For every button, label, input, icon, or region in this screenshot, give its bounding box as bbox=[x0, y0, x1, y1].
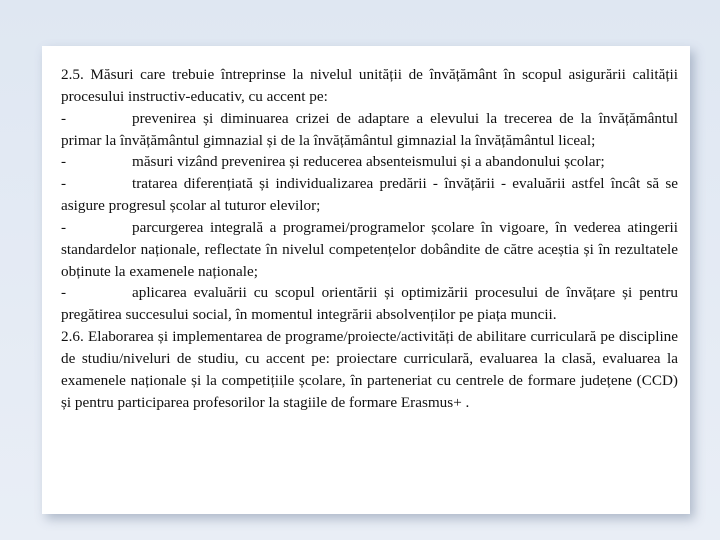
bullet-text: tratarea diferențiată și individualizarea predării - învățării - evaluării astfel încât să se asigure progresul școlar al tuturor elevilor; bbox=[61, 175, 678, 215]
bullet-item-1 bbox=[61, 108, 678, 152]
section-2-5-intro: 2.5. Măsuri care trebuie întreprinse la nivelul unității de învățământ în scopul asigurării calității procesului instructiv-educativ, cu accent pe: bbox=[61, 66, 678, 105]
bullet-dash: - bbox=[61, 284, 67, 302]
bullet-dash: - bbox=[61, 153, 67, 171]
bullet-text: măsuri vizând prevenirea și reducerea absenteismului și a abandonului școlar; bbox=[132, 153, 605, 171]
bullet-dash: - bbox=[61, 175, 67, 193]
bullet-item-4 bbox=[61, 217, 678, 283]
bullet-item-2 bbox=[61, 151, 678, 173]
bullet-dash: - bbox=[61, 109, 67, 127]
bullet-text: prevenirea și diminuarea crizei de adaptare a elevului la trecerea de la învățământul primar la învățământul gimnazial și de la învățământul gimnazial la învățământul liceal; bbox=[61, 109, 678, 149]
bullet-item-5 bbox=[61, 282, 678, 326]
bullet-text: aplicarea evaluării cu scopul orientării și optimizării procesului de învățare și pentru pregătirea succesului social, în momentul integrării absolvenților pe piața muncii. bbox=[61, 284, 678, 324]
section-2-6-text: 2.6. Elaborarea și implementarea de programe/proiecte/activități de abilitare curriculară pe discipline de studiu/niveluri de studiu, cu accent pe: proiectare curriculară, evaluarea la clasă, evaluarea la examenele naționale și la competițiile școlare, în parteneriat cu centrele de formare județene (CCD) și pentru participarea profesorilor la stagiile de formare Erasmus+ . bbox=[61, 328, 678, 411]
slide-panel bbox=[42, 46, 690, 514]
bullet-dash: - bbox=[61, 218, 67, 236]
slide-content bbox=[61, 64, 678, 414]
bullet-item-3 bbox=[61, 173, 678, 217]
bullet-text: parcurgerea integrală a programei/programelor școlare în vigoare, în vederea atingerii standardelor naționale, reflectate în nivelul competențelor dobândite de către aceștia și în rezultatele obținute la examenele naționale; bbox=[61, 218, 678, 280]
